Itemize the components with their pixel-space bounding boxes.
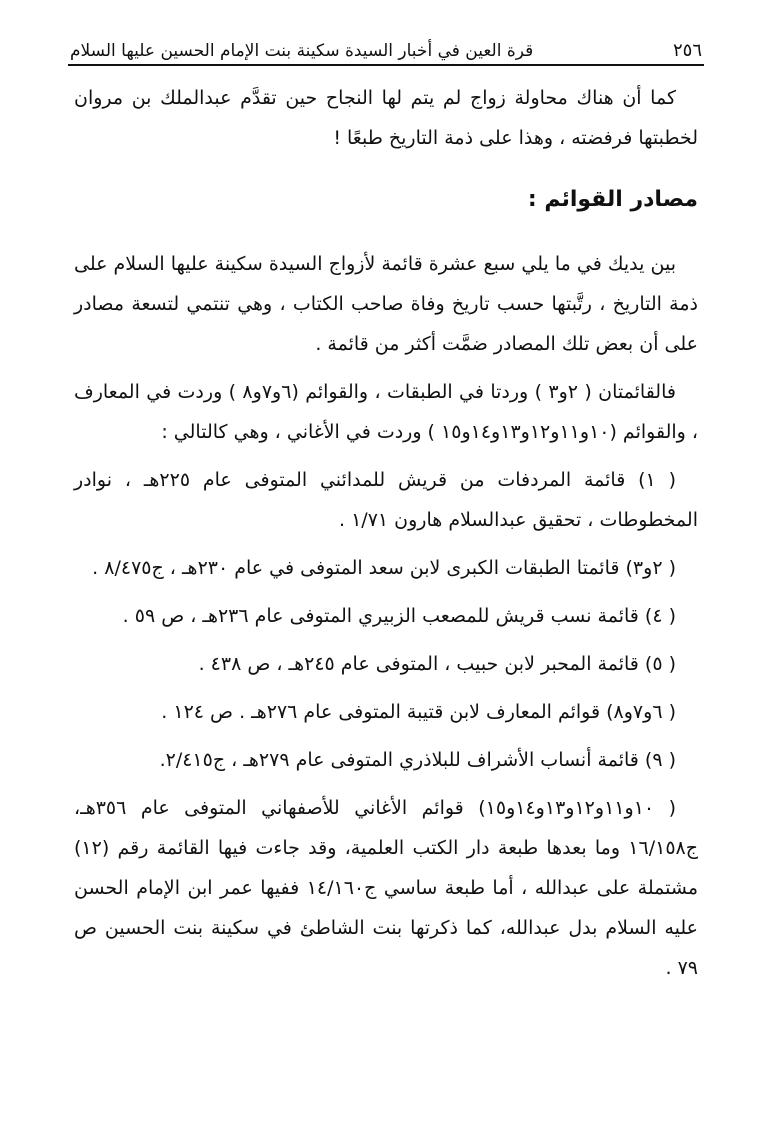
header-divider — [68, 64, 704, 66]
page-body — [74, 78, 698, 996]
sources-paragraph: بين يديك في ما يلي سبع عشرة قائمة لأزواج السيدة سكينة عليها السلام على ذمة التاريخ ، رتَّبتها حسب تاريخ وفاة صاحب الكتاب ، وهي تنتمي لتسعة مصادر على أن بعض تلك المصادر ضمَّت أكثر من قائمة . — [74, 253, 698, 355]
list-item: ( ٤) قائمة نسب قريش للمصعب الزبيري المتوفى عام ٢٣٦هـ ، ص ٥٩ . — [122, 605, 676, 627]
list-item: ( ٢و٣) قائمتا الطبقات الكبرى لابن سعد المتوفى في عام ٢٣٠هـ ، ج٨/٤٧٥ . — [92, 557, 676, 579]
list-item: ( ٩) قائمة أنساب الأشراف للبلاذري المتوفى عام ٢٧٩هـ ، ج٢/٤١٥. — [159, 749, 676, 771]
header-title: قرة العين في أخبار السيدة سكينة بنت الإمام الحسين عليها السلام — [70, 41, 534, 61]
intro-paragraph: كما أن هناك محاولة زواج لم يتم لها النجاح حين تقدَّم عبدالملك بن مروان لخطبتها فرفضته ، وهذا على ذمة التاريخ طبعًا ! — [74, 87, 698, 149]
page-number: ٢٥٦ — [672, 40, 702, 61]
running-header — [70, 28, 702, 62]
section-heading: مصادر القوائم : — [527, 187, 698, 212]
list-item: ( ٦و٧و٨) قوائم المعارف لابن قتيبة المتوفى عام ٢٧٦هـ . ص ١٢٤ . — [161, 701, 676, 723]
list-item: ( ١) قائمة المردفات من قريش للمدائني المتوفى عام ٢٢٥هـ ، نوادر المخطوطات ، تحقيق عبدالسلام هارون ١/٧١ . — [74, 469, 698, 531]
list-item: ( ٥) قائمة المحبر لابن حبيب ، المتوفى عام ٢٤٥هـ ، ص ٤٣٨ . — [198, 653, 676, 675]
distribution-paragraph: فالقائمتان ( ٢و٣ ) وردتا في الطبقات ، والقوائم (٦و٧و٨ ) وردت في المعارف ، والقوائم (١٠و١١و١٢و١٣و١٤و١٥ ) وردت في الأغاني ، وهي كالتالي : — [74, 381, 698, 443]
list-item: ( ١٠و١١و١٢و١٣و١٤و١٥) قوائم الأغاني للأصفهاني المتوفى عام ٣٥٦هـ، ج١٦/١٥٨ وما بعدها طبعة دار الكتب العلمية، وقد جاءت فيها القائمة رقم (١٢) مشتملة على عبدالله ، أما طبعة ساسي ج١٤/١٦٠ ففيها عمر ابن الإمام الحسن عليه السلام بدل عبدالله، كما ذكرتها بنت الشاطئ في سكينة بنت الحسين ص ٧٩ . — [74, 797, 698, 979]
